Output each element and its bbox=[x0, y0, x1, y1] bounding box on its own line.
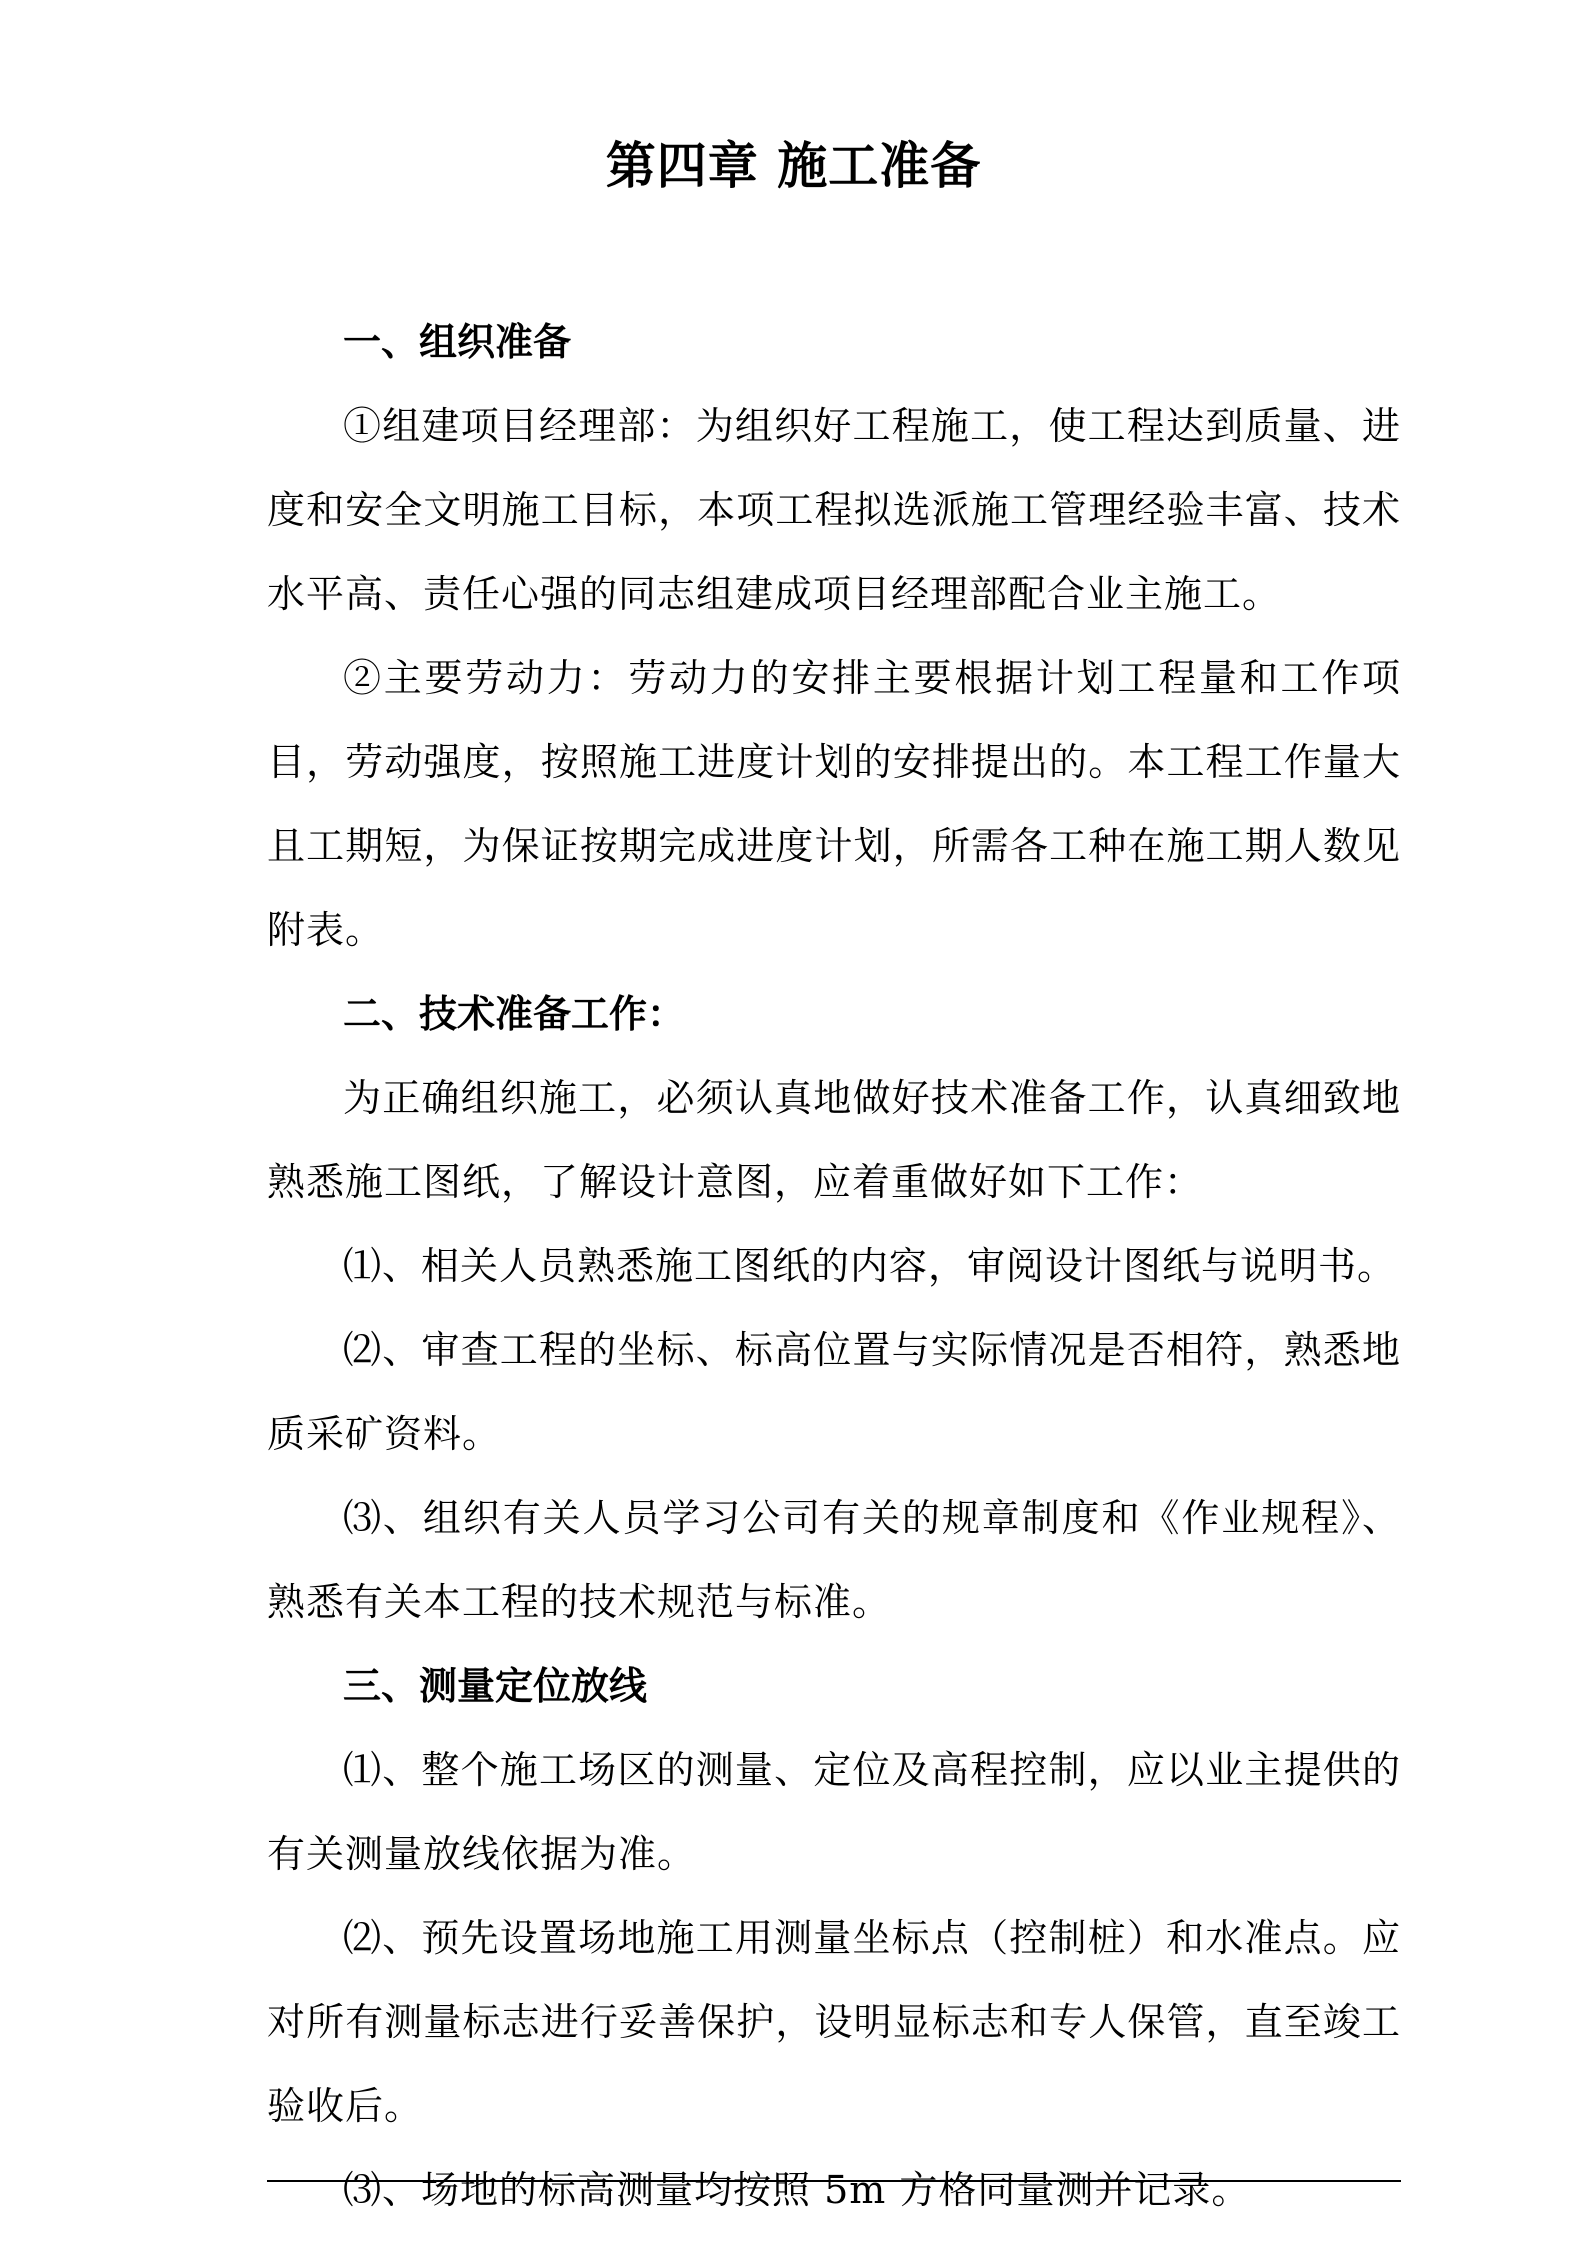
section-heading-technical: 二、技术准备工作： bbox=[343, 992, 686, 1036]
section-heading-survey: 三、测量定位放线 bbox=[343, 1664, 648, 1708]
list-item-survey-3: ⑶、场地的标高测量均按照 5m 方格同量测并记录。 bbox=[343, 2168, 1251, 2212]
list-item-survey-1: ⑴、整个施工场区的测量、定位及高程控制，应以业主提供的有关测量放线依据为准。 bbox=[267, 1748, 1401, 1876]
paragraph-project-department: ①组建项目经理部：为组织好工程施工，使工程达到质量、进度和安全文明施工目标，本项工程拟选派施工管理经验丰富、技术水平高、责任心强的同志组建成项目经理部配合业主施工。 bbox=[267, 404, 1401, 616]
paragraph-technical-intro: 为正确组织施工，必须认真地做好技术准备工作，认真细致地熟悉施工图纸，了解设计意图，应着重做好如下工作： bbox=[267, 1076, 1401, 1204]
footer-divider bbox=[267, 2180, 1401, 2182]
list-item-survey-2: ⑵、预先设置场地施工用测量坐标点（控制桩）和水准点。应对所有测量标志进行妥善保护，设明显标志和专人保管，直至竣工验收后。 bbox=[267, 1916, 1401, 2128]
page-title: 第四章 施工准备 bbox=[605, 137, 982, 195]
list-item-technical-2: ⑵、审查工程的坐标、标高位置与实际情况是否相符，熟悉地质采矿资料。 bbox=[267, 1328, 1401, 1456]
section-heading-organization: 一、组织准备 bbox=[343, 320, 572, 364]
list-item-technical-1: ⑴、相关人员熟悉施工图纸的内容，审阅设计图纸与说明书。 bbox=[343, 1244, 1397, 1288]
paragraph-labor-force: ②主要劳动力：劳动力的安排主要根据计划工程量和工作项目，劳动强度，按照施工进度计划的安排提出的。本工程工作量大且工期短，为保证按期完成进度计划，所需各工种在施工期人数见附表。 bbox=[267, 656, 1401, 952]
document-body bbox=[267, 300, 1401, 2232]
list-item-technical-3: ⑶、组织有关人员学习公司有关的规章制度和《作业规程》、熟悉有关本工程的技术规范与标准。 bbox=[267, 1496, 1401, 1624]
